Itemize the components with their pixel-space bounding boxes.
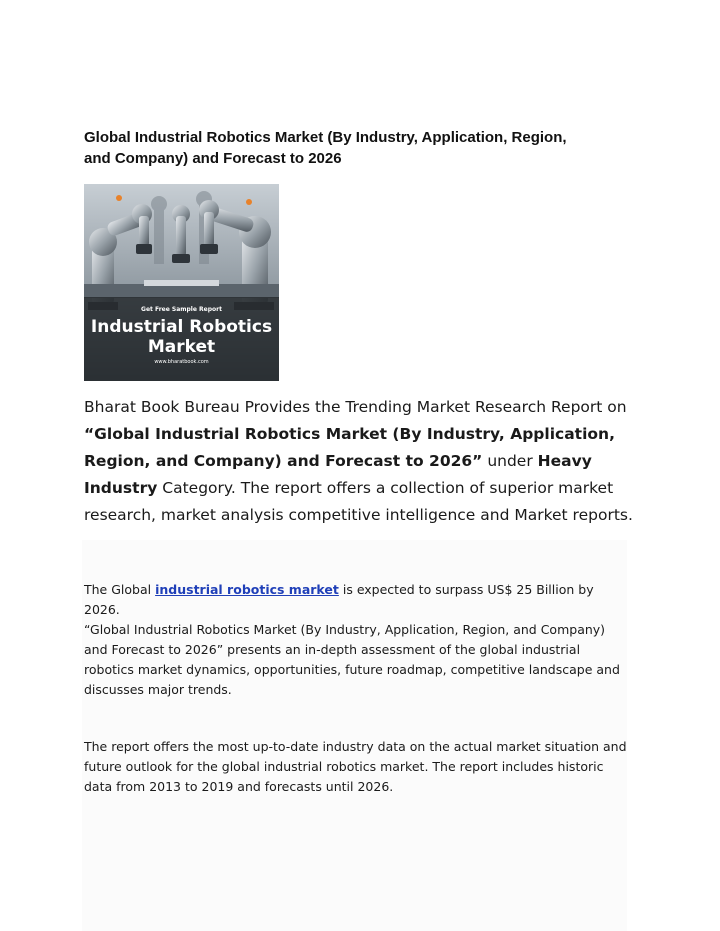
document-title-line1: Global Industrial Robotics Market (By Industry, Application, Region, xyxy=(84,129,567,146)
cover-caption xyxy=(84,297,279,381)
report-data-text: The report offers the most up-to-date industry data on the actual market situation and future outlook for the global industrial robotics market. The report includes historic data from 2013 to 2019 and forecasts until 2026. xyxy=(84,739,627,794)
intro-lead: Bharat Book Bureau Provides the Trending Market Research Report on xyxy=(84,398,627,416)
document-title xyxy=(84,127,624,169)
industrial-robotics-market-link[interactable]: industrial robotics market xyxy=(155,582,339,597)
intro-under-text: under xyxy=(487,452,533,470)
intro-category-name: Heavy Industry xyxy=(84,452,592,497)
market-summary-prefix: The Global xyxy=(84,582,152,597)
report-data-paragraph xyxy=(84,737,629,797)
intro-category-suffix: Category. xyxy=(162,479,236,497)
market-summary-suffix: is expected to surpass US$ 25 Billion by 2026. xyxy=(84,582,594,617)
cover-sample-label: Get Free Sample Report xyxy=(141,306,222,313)
report-cover-image[interactable] xyxy=(84,184,279,381)
intro-report-title: “Global Industrial Robotics Market (By Industry, Application, Region, and Company) and Forecast to 2026” xyxy=(84,425,615,470)
document-title-line2: and Company) and Forecast to 2026 xyxy=(84,150,342,167)
cover-heading-line1: Industrial Robotics xyxy=(90,317,273,337)
intro-closing: The report offers a collection of superior market research, market analysis competitive intelligence and Market reports. xyxy=(84,479,633,524)
market-summary-body: “Global Industrial Robotics Market (By Industry, Application, Region, and Company) and Forecast to 2026” presents an in-depth assessment of the global industrial robotics market dynamics, opportunities, future roadmap, competitive landscape and discusses major trends. xyxy=(84,622,620,697)
market-summary-paragraph xyxy=(84,580,629,700)
cover-url: www.bharatbook.com xyxy=(154,359,209,365)
cover-heading xyxy=(84,317,279,357)
cover-heading-line2: Market xyxy=(147,337,216,357)
intro-paragraph xyxy=(84,394,644,529)
